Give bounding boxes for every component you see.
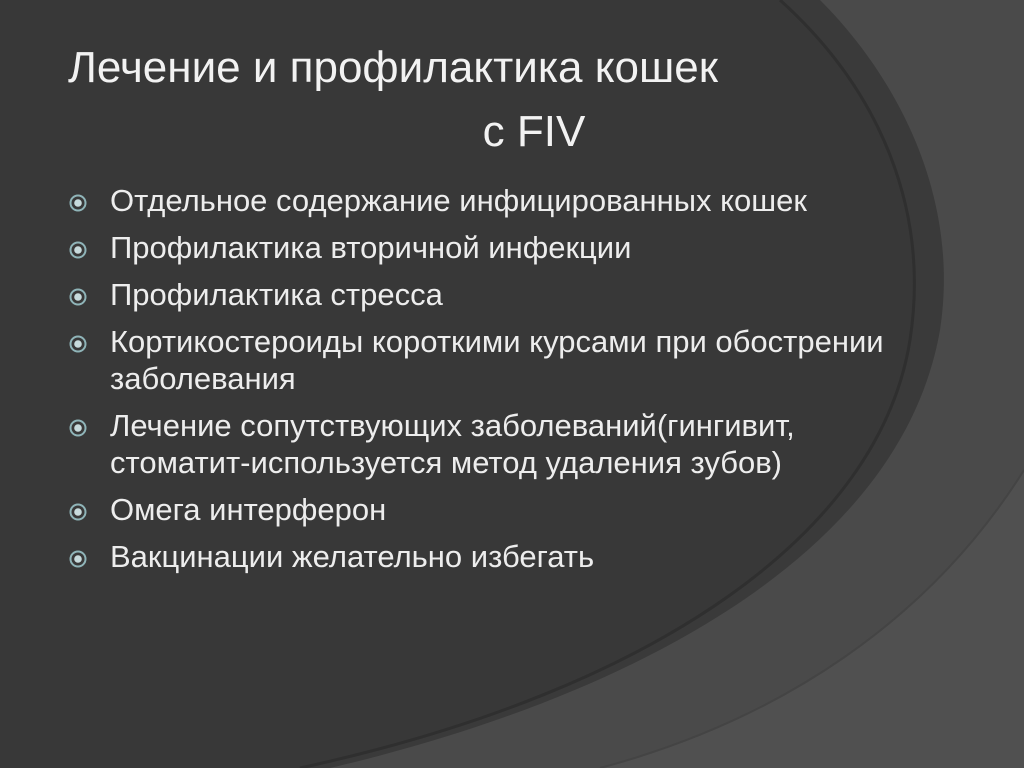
bullet-text: Профилактика стресса [110,277,443,312]
title-line-2: с FIV [482,107,586,156]
bullet-item [66,182,906,219]
title-line-1: Лечение и профилактика кошек [68,43,718,92]
bullet-item [66,407,906,481]
bullet-list [66,182,906,585]
bullet-item [66,538,906,575]
bullet-item [66,323,906,397]
bullet-text: Омега интерферон [110,492,387,527]
circled-dot-icon [68,287,88,307]
bullet-item [66,491,906,528]
circled-dot-icon [68,549,88,569]
bullet-text: Вакцинации желательно избегать [110,539,595,574]
bullet-text: Кортикостероиды короткими курсами при обострении заболевания [110,324,884,396]
circled-dot-icon [68,502,88,522]
circled-dot-icon [68,334,88,354]
bullet-text: Лечение сопутствующих заболеваний(гингивит, стоматит-используется метод удаления зубов) [110,408,795,480]
circled-dot-icon [68,193,88,213]
circled-dot-icon [68,240,88,260]
bullet-text: Профилактика вторичной инфекции [110,230,632,265]
bullet-item [66,276,906,313]
bullet-text: Отдельное содержание инфицированных кошек [110,183,807,218]
bullet-item [66,229,906,266]
slide-title [0,36,940,164]
circled-dot-icon [68,418,88,438]
